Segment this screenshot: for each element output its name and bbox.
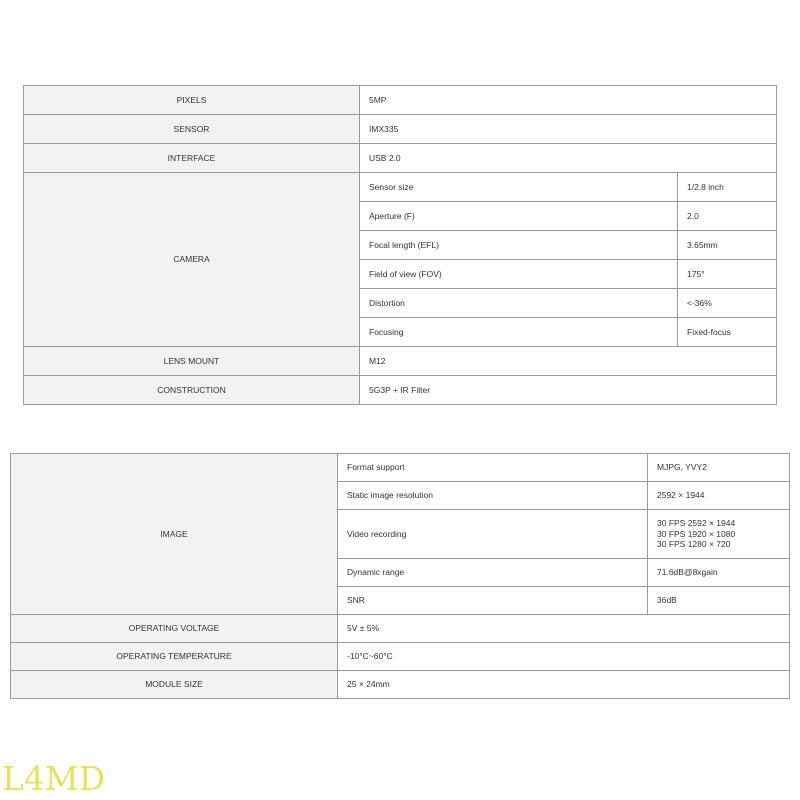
focal-length-value: 3.65mm — [678, 231, 777, 260]
aperture-value: 2.0 — [678, 202, 777, 231]
focal-length-label: Focal length (EFL) — [360, 231, 678, 260]
operating-temperature-value: -10°C~60°C — [338, 643, 790, 671]
video-recording-value: 30 FPS 2592 × 1944 30 FPS 1920 × 1080 30 FPS 1280 × 720 — [648, 510, 790, 559]
operating-voltage-key: OPERATING VOLTAGE — [11, 615, 338, 643]
module-size-value: 25 × 24mm — [338, 671, 790, 699]
pixels-key: PIXELS — [24, 86, 360, 115]
lens-mount-key: LENS MOUNT — [24, 347, 360, 376]
table-row — [24, 144, 777, 173]
focusing-value: Fixed-focus — [678, 318, 777, 347]
format-support-value: MJPG, YVY2 — [648, 454, 790, 482]
table-row — [11, 454, 790, 482]
sensor-size-value: 1/2.8 inch — [678, 173, 777, 202]
aperture-label: Aperture (F) — [360, 202, 678, 231]
sensor-value: IMX335 — [360, 115, 777, 144]
dynamic-range-value: 71.6dB@8xgain — [648, 559, 790, 587]
sensor-size-label: Sensor size — [360, 173, 678, 202]
table-row — [11, 671, 790, 699]
focusing-label: Focusing — [360, 318, 678, 347]
table-row — [24, 86, 777, 115]
snr-label: SNR — [338, 587, 648, 615]
table-row — [24, 115, 777, 144]
operating-temperature-key: OPERATING TEMPERATURE — [11, 643, 338, 671]
fov-value: 175° — [678, 260, 777, 289]
pixels-value: 5MP — [360, 86, 777, 115]
operating-voltage-value: 5V ± 5% — [338, 615, 790, 643]
table-row — [24, 173, 777, 202]
interface-value: USB 2.0 — [360, 144, 777, 173]
construction-value: 5G3P + IR Filter — [360, 376, 777, 405]
image-spec-table — [10, 453, 790, 699]
module-size-key: MODULE SIZE — [11, 671, 338, 699]
watermark-text: L4MD — [2, 759, 106, 798]
table-row — [24, 347, 777, 376]
construction-key: CONSTRUCTION — [24, 376, 360, 405]
camera-spec-table — [23, 85, 777, 405]
camera-key: CAMERA — [24, 173, 360, 347]
distortion-value: <-36% — [678, 289, 777, 318]
dynamic-range-label: Dynamic range — [338, 559, 648, 587]
table-row — [24, 376, 777, 405]
snr-value: 36dB — [648, 587, 790, 615]
distortion-label: Distortion — [360, 289, 678, 318]
format-support-label: Format support — [338, 454, 648, 482]
interface-key: INTERFACE — [24, 144, 360, 173]
video-recording-label: Video recording — [338, 510, 648, 559]
table-row — [11, 615, 790, 643]
table-row — [11, 643, 790, 671]
fov-label: Field of view (FOV) — [360, 260, 678, 289]
static-resolution-value: 2592 × 1944 — [648, 482, 790, 510]
image-key: IMAGE — [11, 454, 338, 615]
static-resolution-label: Static image resolution — [338, 482, 648, 510]
lens-mount-value: M12 — [360, 347, 777, 376]
sensor-key: SENSOR — [24, 115, 360, 144]
